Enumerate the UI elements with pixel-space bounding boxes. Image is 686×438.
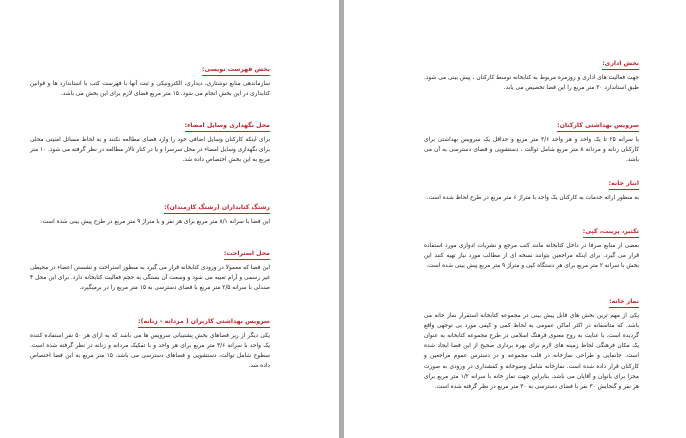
section-heading: محل استراحت: [224, 250, 270, 260]
section-heading: رشتگ کتابداران (رشتگ کارمندان): [164, 204, 270, 214]
section-body: یکی از مهم ترین بخش های قابل پیش بینی در مجموعه کتابخانه استقرار نماز خانه می باشد. که متاسفانه در اکثر اماکن عمومی به لحاظ کمی و کیفی مورد بی توجهی واقع گردیده است. با عنایت به روح معنوی فرهنگ اسلامی در طرح مجموعه کتابخانه به عنوان یک مکان فرهنگی لحاظ زمینه های لازم برای بهره برداری صحیح از این فضا ایجاد شده است. جانمایی و طراحی نمازخانه در قلب مجموعه و در دسترس عموم مراجعین و کارکنان قرار داده شده است. نمازخانه شامل وضوخانه و کفشداری در ورودی به صورت مجزا برای بانوان و آقایان می باشد. بنابراین جهت نماز خانه با سرانه ۱/۲ متر مربع برای هر نفر و گنجایش ۳۰ نفر با فضای دسترسی به ۳۰ متر مربع در نظر گرفته شده است. [424, 312, 640, 390]
section-heading: بخش فهرست نویسی: [202, 66, 270, 76]
section-heading: نماز خانه: [609, 298, 639, 308]
section-body: یکی دیگر از ریز فضاهای بخش پشتیبانی سرویس ها می باشد که به ازای هر ۵۰ نفر استفاده کننده یک واحد با سرانه ۳/۶ متر مربع برای هر واحد و با تفکیک مردانه و زنانه در نظر گرفته شده است. سطوح شامل توالت، دستشویی و فضاهای دسترسی می باشد. ۱۵ متر مربع به این فضا اختصاص داده شد. [30, 332, 270, 370]
section-administrative [424, 50, 639, 93]
section-body: برای اینکه کارکنان وسایل اضافی خود را وارد فضای مطالعه نکنند و به لحاظ مسائل امنیتی محلی برای نگهداری وسایل امضاء در محل سرسرا و یا در کنار تالار مطالعه در نظر گرفته می شود. ۱۰ متر مربع به این بخش اختصاص داده شد. [30, 136, 270, 163]
document-page-right [344, 0, 686, 438]
section-rest-area [30, 240, 270, 293]
section-storeroom [424, 170, 639, 203]
section-belongings-storage [30, 112, 270, 165]
section-user-restrooms [30, 308, 270, 371]
section-copy-print [424, 218, 639, 271]
section-body: به منظور ارائه خدمات به کارکنان یک واحد با متراژ ۶ متر مربع در طرح لحاظ شده است. [426, 194, 639, 201]
section-body: با سرانه ۲۵ تا یک واحد و هر واحد ۳/۶ متر مربع و حداقل یک سرویس بهداشتی برای کارکنان زنانه و مردانه ۸ متر مربع شامل توالت ، دستشویی و فضای دسترسی به آن می باشد. [424, 136, 640, 163]
section-heading: تکثیر، پرینت، کپی: [583, 228, 639, 238]
section-librarians [30, 194, 270, 227]
section-heading: سرویس بهداشتی کارکنان: [557, 122, 639, 132]
section-heading: محل نگهداری وسایل امضاء: [185, 122, 270, 132]
section-body: جهت فعالیت های اداری و روزمره مربوط به کتابخانه توسط کارکنان ، پیش بینی می شود. طبق استاندارد ۳۰ متر مربع را این فضا تخصیص می یابد. [424, 74, 639, 91]
section-heading: بخش اداری: [602, 60, 639, 70]
section-heading: انبار خانه: [609, 180, 639, 190]
section-body: این فضا که معمولا در ورودی کتابخانه قرار می گیرد به منظور استراحت و نشستن اعضاء در محیطی غیر رسمی و آرام تعبیه می شود و وسعت آن بستگی به حجم فعالیت کتابخانه دارد. برای این محل ۴ صندلی با سرانه ۲/۵ متر مربع با فضای دسترسی به ۱۵ متر مربع را در برمیگیرد. [30, 264, 270, 291]
section-body: بعضی از منابع صرفا در داخل کتابخانه مانند کتب مرجع و نشریات ادواری مورد استفاده قرار می گیرد. برای اینکه مراجعین بتوانند نسخه ای از مطالب مورد نیاز تهیه کنند این بخش با سرانه ۲ متر مربع برای هر دستگاه کپی و متراژ ۹ متر مربع پیش بینی شده است. [424, 242, 639, 269]
section-staff-restrooms [424, 112, 639, 165]
section-cataloging [30, 56, 270, 99]
document-page-left [0, 0, 339, 438]
section-body: این فضا با سرانه ۸/۱ متر مربع برای هر نفر و با متراژ ۹ متر مربع در طرح پیش بینی شده است. [40, 218, 270, 225]
section-prayer-room [424, 288, 639, 392]
section-heading: سرویس بهداشتی کاربران ( مردانه - زنانه): [138, 318, 270, 328]
section-body: سازماندهی منابع نوشتاری، دیداری، الکترونیکی و ثبت آنها با فهرست کتب با استاندارد ها و قوانین کتابداری در این بخش انجام می شود. ۱۵ متر مربع فضای لازم برای این بخش می باشد. [30, 80, 270, 97]
